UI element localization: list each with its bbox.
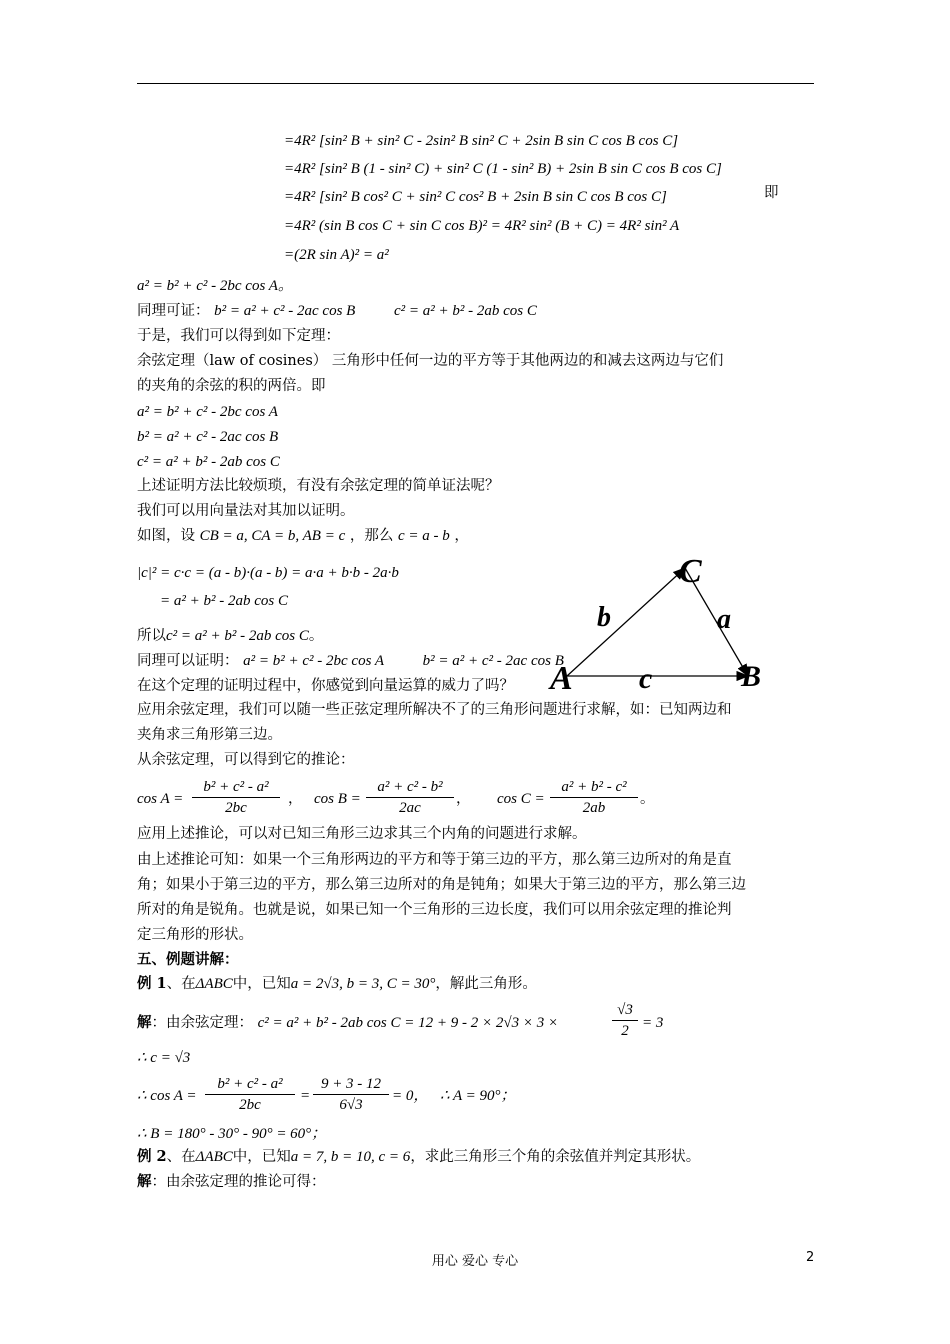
derivation-line-3: =4R² [sin² B cos² C + sin² C cos² B + 2sin B sin C cos B cos C] (284, 189, 667, 205)
similarly-b: b² = a² + c² - 2ac cos B (214, 303, 356, 319)
thus-text: 于是，我们可以得到如下定理： (137, 328, 340, 344)
example-2-text-b: 中，已知 (232, 1149, 291, 1165)
result-a: a² = b² + c² - 2bc cos A。 (137, 278, 293, 294)
cosC-fraction (550, 777, 638, 818)
apply-line-1: 应用余弦定理，我们可以随一些正弦定理所解决不了的三角形问题进行求解，如：已知两边和 (137, 702, 732, 718)
separator-1: ， (288, 791, 303, 807)
example-2-solution-label: 解 (137, 1173, 152, 1190)
header-rule (137, 83, 814, 84)
law-a: a² = b² + c² - 2bc cos A (137, 404, 278, 420)
figure-vectors: CB = a, CA = b, AB = c (199, 528, 346, 544)
side-c-label: c (639, 662, 653, 695)
derivation-line-1: =4R² [sin² B + sin² C - 2sin² B sin² C + 2sin B sin C cos B cos C] (284, 133, 679, 149)
example-2-text-a: 、在 (166, 1149, 196, 1165)
sqrt3-over-2 (612, 1000, 638, 1041)
equals-zero: = 0， (392, 1088, 429, 1104)
figure-setup (137, 526, 469, 546)
example-2-given: a = 7, b = 10, c = 6 (290, 1149, 411, 1165)
infer-line-1: 由上述推论可知：如果一个三角形两边的平方和等于第三边的平方，那么第三边所对的角是直 (137, 852, 732, 868)
therefore-B: ∴ B = 180° - 30° - 90° = 60°； (137, 1126, 327, 1142)
cosA2-numerator: b² + c² - a² (205, 1074, 295, 1095)
cosC-lhs: cos C = (497, 791, 545, 807)
therefore-A: ∴ A = 90°； (440, 1088, 516, 1104)
cosC-denominator: 2ab (582, 800, 606, 816)
solution-text: ：由余弦定理： (151, 1015, 253, 1031)
equals-sign: = (300, 1088, 311, 1104)
vector-intro: 我们可以用向量法对其加以证明。 (137, 503, 355, 519)
cosB-fraction (366, 777, 454, 818)
figure-c-def: c = a - b (397, 528, 450, 544)
vector-line-1: |c|² = c·c = (a - b)·(a - b) = a·a + b·b - 2a·b (137, 565, 399, 581)
cosC-numerator: a² + b² - c² (550, 777, 638, 798)
figure-comma: ， (454, 528, 469, 544)
sqrt3-numerator: √3 (612, 1000, 638, 1021)
apply-corollary: 应用上述推论，可以对已知三角形三边求其三个内角的问题进行求解。 (137, 826, 587, 842)
corollary-end: 。 (640, 791, 655, 807)
example-2-solution-text: ：由余弦定理的推论可得： (151, 1174, 326, 1190)
cosA3-numerator: 9 + 3 - 12 (313, 1074, 389, 1095)
example-2-solution (137, 1172, 326, 1192)
solution-label: 解 (137, 1014, 152, 1031)
vertex-C-label: C (679, 553, 702, 590)
side-b-label: b (597, 602, 611, 633)
theorem-line-2: 的夹角的余弦的积的两倍。即 (137, 378, 326, 394)
similarly2-b: b² = a² + c² - 2ac cos B (422, 653, 564, 669)
example-1 (137, 974, 537, 994)
example-2 (137, 1147, 700, 1167)
vector-b-line (567, 568, 685, 676)
vertex-A-label: A (550, 660, 573, 697)
example-1-triangle: ΔABC (195, 976, 233, 992)
cosB-lhs: cos B = (314, 791, 361, 807)
cosA-fraction (192, 777, 280, 818)
example-2-text-c: ，求此三角形三个角的余弦值并判定其形状。 (410, 1149, 701, 1165)
triangle-figure (545, 552, 775, 702)
example-1-solution (137, 1013, 558, 1033)
example-2-label: 例 2 (137, 1148, 167, 1165)
example-1-label: 例 1 (137, 975, 167, 992)
feel-power: 在这个定理的证明过程中，你感觉到向量运算的威力了吗？ (137, 678, 514, 694)
theorem-line-1: 余弦定理（law of cosines） 三角形中任何一边的平方等于其他两边的和减去这两边与它们 (137, 353, 724, 369)
side-a-label: a (717, 604, 731, 635)
law-b: b² = a² + c² - 2ac cos B (137, 429, 279, 445)
therefore-cosA: ∴ cos A = (137, 1088, 197, 1104)
derivation-line-5: =(2R sin A)² = a² (284, 247, 389, 263)
law-c: c² = a² + b² - 2ab cos C (137, 454, 280, 470)
cosA-denominator: 2bc (225, 800, 247, 816)
figure-then: ，那么 (349, 528, 394, 544)
vector-line-2: = a² + b² - 2ab cos C (160, 593, 288, 609)
so-end: 。 (308, 628, 324, 644)
similarly2-line (137, 651, 564, 671)
so-label: 所以 (137, 628, 166, 644)
cosA-numerator: b² + c² - a² (192, 777, 280, 798)
example-1-text-b: 中，已知 (232, 976, 291, 992)
figure-label: 如图，设 (137, 528, 195, 544)
cosB-numerator: a² + c² - b² (366, 777, 454, 798)
cosA2-fraction (205, 1074, 295, 1115)
similarly2-label: 同理可以证明： (137, 653, 239, 669)
solution-eq3: = 3 (642, 1015, 664, 1031)
example-2-triangle: ΔABC (195, 1149, 233, 1165)
so-formula: c² = a² + b² - 2ab cos C (166, 628, 309, 644)
cosA-lhs: cos A = (137, 791, 184, 807)
infer-line-3: 所对的角是锐角。也就是说，如果已知一个三角形的三边长度，我们可以用余弦定理的推论判 (137, 902, 732, 918)
solution-formula: c² = a² + b² - 2ab cos C = 12 + 9 - 2 × 2√3 × 3 × (257, 1015, 559, 1031)
apply-line-2: 夹角求三角形第三边。 (137, 727, 282, 743)
simple-proof-question: 上述证明方法比较烦琐，有没有余弦定理的简单证法呢？ (137, 478, 500, 494)
separator-2: ， (456, 791, 471, 807)
derivation-line-2: =4R² [sin² B (1 - sin² C) + sin² C (1 - sin² B) + 2sin B sin C cos B cos C] (284, 161, 722, 177)
example-1-given: a = 2√3, b = 3, C = 30° (290, 976, 436, 992)
page-number: 2 (806, 1250, 815, 1265)
example-1-text-c: ，解此三角形。 (435, 976, 537, 992)
ji-word: 即 (764, 185, 779, 201)
cosA3-fraction (313, 1074, 389, 1115)
cosA2-denominator: 2bc (239, 1097, 261, 1113)
similarly-c: c² = a² + b² - 2ab cos C (393, 303, 537, 319)
section-heading: 五、例题讲解： (137, 951, 239, 968)
infer-line-2: 角；如果小于第三边的平方，那么第三边所对的角是钝角；如果大于第三边的平方，那么第三边 (137, 877, 746, 893)
example-1-text-a: 、在 (166, 976, 196, 992)
similarly-line (137, 301, 537, 321)
corollary-intro: 从余弦定理，可以得到它的推论： (137, 752, 355, 768)
therefore-c: ∴ c = √3 (137, 1050, 191, 1066)
infer-line-4: 定三角形的形状。 (137, 927, 253, 943)
similarly2-a: a² = b² + c² - 2bc cos A (243, 653, 385, 669)
footer-text: 用心 爱心 专心 (431, 1254, 519, 1269)
similarly-label: 同理可证： (137, 303, 210, 319)
so-line (137, 626, 323, 646)
cosB-denominator: 2ac (399, 800, 421, 816)
cosA3-denominator: 6√3 (339, 1097, 363, 1113)
sqrt3-denominator: 2 (621, 1023, 629, 1039)
derivation-line-4: =4R² (sin B cos C + sin C cos B)² = 4R² sin² (B + C) = 4R² sin² A (284, 218, 680, 234)
vertex-B-label: B (741, 660, 762, 693)
